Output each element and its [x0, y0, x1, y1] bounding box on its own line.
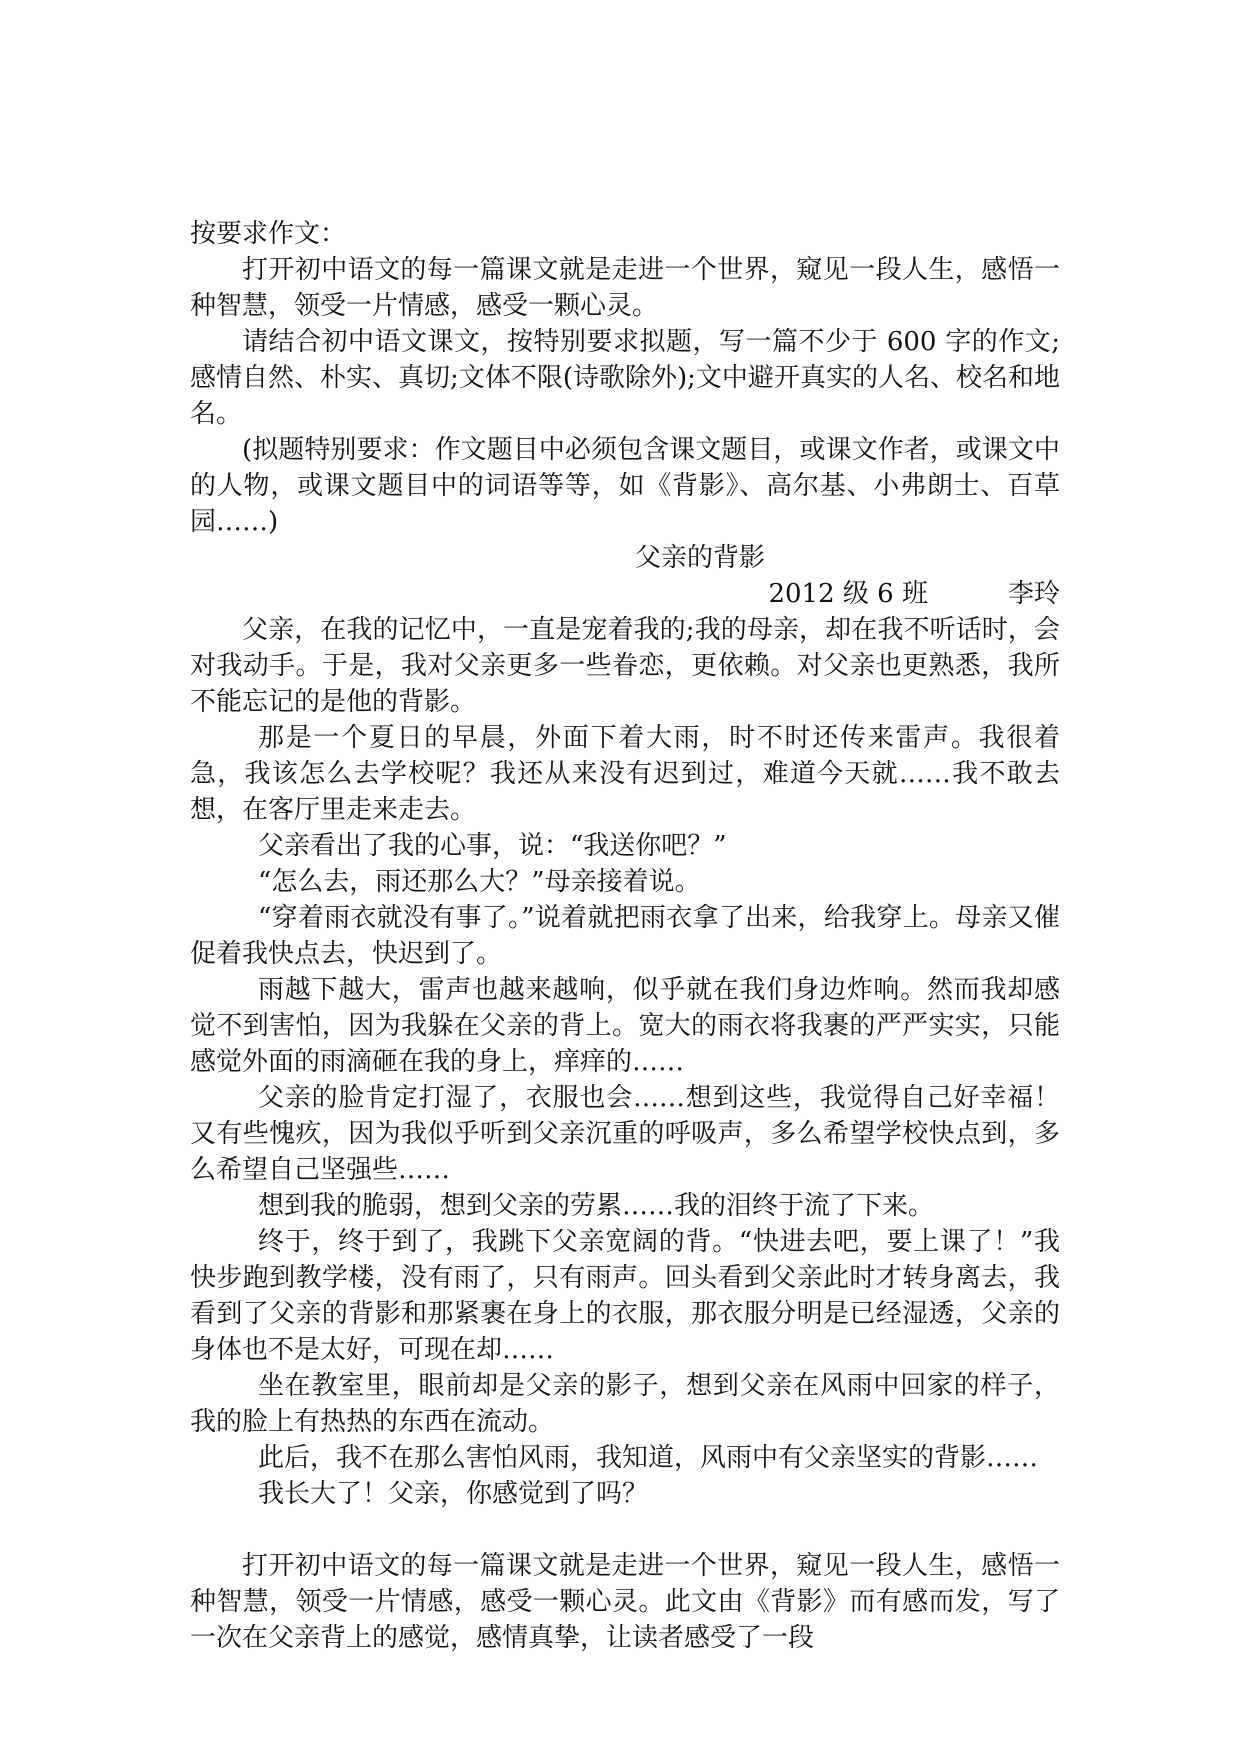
- essay-title: 父亲的背影: [634, 543, 765, 573]
- prompt-paragraph-1: 打开初中语文的每一篇课文就是走进一个世界，窥见一段人生，感悟一种智慧，领受一片情感，感受一颗心灵。: [190, 255, 1060, 321]
- prompt-paragraph-3: (拟题特别要求：作文题目中必须包含课文题目，或课文作者，或课文中的人物，或课文题目中的词语等等，如《背影》、高尔基、小弗朗士、百草园……): [190, 435, 1060, 537]
- essay-paragraph: 雨越下越大，雷声也越来越响，似乎就在我们身边炸响。然而我却感觉不到害怕，因为我躲在父亲的背上。宽大的雨衣将我裹的严严实实，只能感觉外面的雨滴砸在我的身上，痒痒的……: [190, 975, 1060, 1077]
- essay-class: 2012 级 6 班: [768, 579, 928, 609]
- essay-paragraph: “怎么去，雨还那么大？”母亲接着说。: [258, 867, 701, 897]
- essay-paragraph: 父亲看出了我的心事，说：“我送你吧？”: [258, 831, 727, 861]
- essay-byline: [190, 576, 1060, 612]
- essay-author: 李玲: [1007, 579, 1060, 609]
- essay-paragraph: 父亲，在我的记忆中，一直是宠着我的;我的母亲，却在我不听话时，会对我动手。于是，我对父亲更多一些眷恋，更依赖。对父亲也更熟悉，我所不能忘记的是他的背影。: [190, 615, 1060, 717]
- teacher-comment: 打开初中语文的每一篇课文就是走进一个世界，窥见一段人生，感悟一种智慧，领受一片情感，感受一颗心灵。此文由《背影》而有感而发，写了一次在父亲背上的感觉，感情真挚，让读者感受了一段: [190, 1551, 1060, 1653]
- prompt-paragraph-2: 请结合初中语文课文，按特别要求拟题，写一篇不少于 600 字的作文;感情自然、朴实、真切;文体不限(诗歌除外);文中避开真实的人名、校名和地名。: [190, 327, 1060, 429]
- essay-paragraph: 父亲的脸肯定打湿了，衣服也会……想到这些，我觉得自己好幸福！又有些愧疚，因为我似乎听到父亲沉重的呼吸声，多么希望学校快点到，多么希望自己坚强些……: [190, 1083, 1060, 1185]
- essay-paragraph: 此后，我不在那么害怕风雨，我知道，风雨中有父亲坚实的背影……: [258, 1443, 1039, 1473]
- prompt-heading: 按要求作文：: [190, 219, 347, 249]
- essay-paragraph: 坐在教室里，眼前却是父亲的影子，想到父亲在风雨中回家的样子，我的脸上有热热的东西在流动。: [190, 1371, 1060, 1437]
- essay-paragraph: 我长大了！父亲，你感觉到了吗？: [258, 1479, 649, 1509]
- essay-paragraph: “穿着雨衣就没有事了。”说着就把雨衣拿了出来，给我穿上。母亲又催促着我快点去，快迟到了。: [190, 903, 1060, 969]
- essay-paragraph: 终于，终于到了，我跳下父亲宽阔的背。“快进去吧，要上课了！”我快步跑到教学楼，没有雨了，只有雨声。回头看到父亲此时才转身离去，我看到了父亲的背影和那紧裹在身上的衣服，那衣服分明是已经湿透，父亲的身体也不是太好，可现在却……: [190, 1227, 1060, 1365]
- essay-paragraph: 想到我的脆弱，想到父亲的劳累……我的泪终于流了下来。: [258, 1191, 935, 1221]
- document-page: [190, 216, 1060, 1656]
- essay-paragraph: 那是一个夏日的早晨，外面下着大雨，时不时还传来雷声。我很着急，我该怎么去学校呢？我还从来没有迟到过，难道今天就……我不敢去想，在客厅里走来走去。: [190, 723, 1060, 825]
- blank-line: [190, 1512, 1060, 1548]
